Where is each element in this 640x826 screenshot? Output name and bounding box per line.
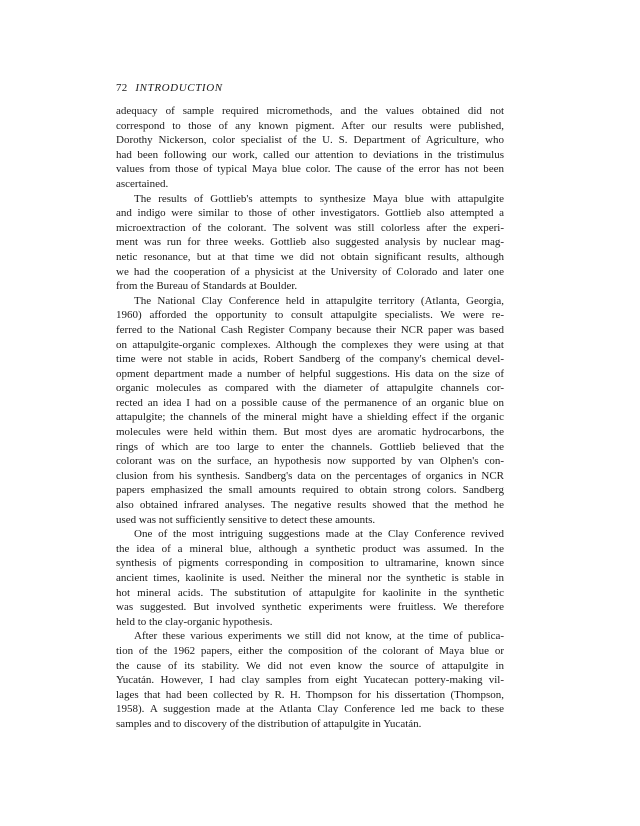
- running-head: [116, 81, 223, 95]
- text-line: ancient times, kaolinite is used. Neither the mineral nor the synthetic is stable in: [116, 572, 504, 584]
- text-line: colorant was on the surface, an hypothesis now supported by van Olphen's con-: [116, 455, 504, 468]
- text-line: rected an idea I had on a possible cause of the permanence of an organic blue on: [116, 396, 504, 409]
- page-number: 72: [116, 82, 128, 94]
- text-line: synthesis of pigments corresponding in composition to ultramarine, known since: [116, 557, 504, 570]
- section-title: INTRODUCTION: [135, 82, 223, 94]
- text-line: time were not stable in acids, Robert Sandberg of the company's chemical devel-: [116, 353, 504, 366]
- text-line: hot mineral acids. The substitution of attapulgite for kaolinite in the synthetic: [116, 586, 504, 599]
- text-line: values from those of typical Maya blue color. The cause of the error has not been: [116, 163, 504, 176]
- text-line: rings of which are too large to enter the channels. Gottlieb believed that the: [116, 440, 504, 453]
- text-line: opment department made a number of helpful suggestions. His data on the size of: [116, 367, 504, 380]
- text-line: used was not sufficiently sensitive to detect these amounts.: [116, 513, 376, 526]
- text-line: ascertained.: [116, 177, 169, 190]
- text-line: from the Bureau of Standards at Boulder.: [116, 280, 298, 293]
- text-line: on attapulgite-organic complexes. Although the complexes they were using at that: [116, 338, 504, 351]
- text-line: organic molecules as compared with the diameter of attapulgite channels cor-: [116, 382, 504, 395]
- text-line: samples and to discovery of the distribution of attapulgite in Yucatán.: [116, 717, 422, 730]
- text-line: 1958). A suggestion made at the Atlanta Clay Conference led me back to these: [116, 703, 504, 716]
- body-text: [116, 104, 504, 732]
- text-line: ment was run for three weeks. Gottlieb also suggested analysis by nuclear mag-: [116, 236, 504, 249]
- text-line: correspond to those of any known pigment. After our results were published,: [116, 119, 504, 132]
- text-line: the cause of its stability. We did not even know the source of attapulgite in: [116, 659, 504, 672]
- text-line: 1960) afforded the opportunity to consult attapulgite specialists. We were re-: [116, 309, 504, 322]
- text-line: lages that had been collected by R. H. Thompson for his dissertation (Thompson,: [116, 688, 504, 701]
- text-line: tion of the 1962 papers, either the composition of the colorant of Maya blue or: [116, 644, 504, 657]
- text-line: also obtained infrared analyses. The negative results showed that the method he: [116, 499, 504, 512]
- text-line: The results of Gottlieb's attempts to synthesize Maya blue with attapulgite: [134, 192, 504, 205]
- text-line: papers emphasized the small amounts required to obtain strong colors. Sandberg: [116, 484, 504, 497]
- text-line: clusion from his synthesis. Sandberg's data on the percentages of organics in NCR: [116, 469, 504, 482]
- text-line: we had the cooperation of a physicist at the University of Colorado and later one: [116, 265, 504, 278]
- text-line: microextraction of the colorant. The solvent was still colorless after the experi-: [116, 221, 504, 234]
- text-line: One of the most intriguing suggestions made at the Clay Conference revived: [134, 528, 504, 541]
- text-line: Dorothy Nickerson, color specialist of the U. S. Department of Agriculture, who: [116, 134, 504, 147]
- text-line: and indigo were similar to those of other investigators. Gottlieb also attempted a: [116, 207, 504, 220]
- text-line: had been following our work, called our attention to deviations in the tristimulus: [116, 148, 504, 161]
- text-line: After these various experiments we still did not know, at the time of publica-: [134, 630, 504, 643]
- text-line: attapulgite; the channels of the mineral might have a shielding effect if the organic: [116, 411, 504, 424]
- text-line: ferred to the National Cash Register Company because their NCR paper was based: [116, 323, 504, 336]
- text-line: held to the clay-organic hypothesis.: [116, 615, 273, 628]
- text-line: netic resonance, but at that time we did not obtain significant results, although: [116, 250, 504, 263]
- text-line: molecules were held within them. But most dyes are aromatic hydrocarbons, the: [116, 426, 504, 439]
- text-line: adequacy of sample required micromethods, and the values obtained did not: [116, 105, 504, 117]
- text-line: was suggested. But involved synthetic experiments were fruitless. We therefore: [116, 601, 504, 614]
- text-line: The National Clay Conference held in attapulgite territory (Atlanta, Georgia,: [134, 294, 504, 307]
- text-line: Yucatán. However, I had clay samples from eight Yucatecan pottery-making vil-: [116, 674, 504, 687]
- text-line: the idea of a mineral blue, although a synthetic product was assumed. In the: [116, 542, 504, 555]
